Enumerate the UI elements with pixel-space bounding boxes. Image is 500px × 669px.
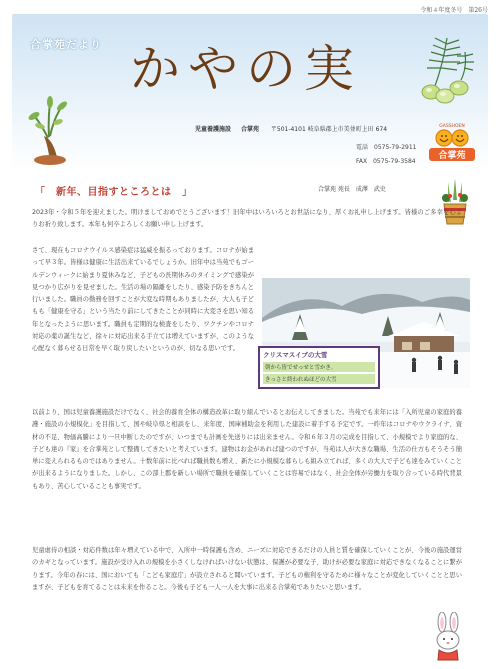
photo-caption-title: クリスマスイブの大雪 [263,351,328,359]
logo-text: 合掌苑 [438,151,466,161]
kaya-nut-branch-illustration [407,34,479,112]
issue-number: 令和４年度冬号 第26号 [420,7,488,14]
paragraph-greeting: 2023年・令和５年を迎えました。明けましておめでとうございます！旧年中はいろいろとお世話になり、厚くお礼申し上げます。皆様のご多幸を心よりお祈り致します。本年も何卒よろしくお願い申し上げます。 [32,209,462,229]
paragraph-covid-text: さて、現在もコロナウイルス感染症は猛威を振るっております。コロナが始まって早３年。皆様は健康に生活出来ているでしょうか。旧年中は当苑でもゴールデンウィークに始まり夏休みなど、子どもの長期休みのタイミングで感染が見つかり広がりを見せました。生活の場の隔離をしたり、感染予防をきちんと行いました。職員の勤務を回すことが大変な時期もありましたが、大人も子どもも「健康を守る」という当たり前にしてきたことが同時に大変さを思い知る年となったように思います。職員も定期的な検査をしたり、ワクチンやコロナ対応の薬の誕生など、徐々に対応出来る手立ては増えていますが、このような心配なく暮らせる日常を早く取り戻したいというのが、切なる思いです。 [32,247,254,353]
gasshoen-logo [424,120,480,164]
paragraph-future: 児童虐待の相談・対応件数は年々増えている中で、入所中一時保護も含め、ニーズに対応できるだけの人員と質を確保していくことが、今後の施設運営のカギとなっています。施設が受け入れの規模を小さくしなければいけない状態は、保護が必要な子、助けが必要な家庭に対応できなくなることに繋がります。今年の春には、国においても「こども家庭庁」が設立されると聞いています。子どもの権利を守るために様々なことが変化していくことと思いますが、子どもを育てることは未来を作ること。今後も子ども一人一人を大事に出来る合掌苑でありたいと思います。 [32,547,462,591]
photo-caption-line-2: きっさと終われぬほどの大雪 [263,374,375,384]
series-name: 合掌苑だより [30,38,102,51]
facility-type: 児童養護施設 [195,126,232,133]
budding-tree-illustration [20,96,84,166]
photo-caption-line-1: 朝から皆でせっせと雪かき。 [263,362,375,372]
masthead [12,14,488,172]
facility-line [195,124,387,133]
facility-address: 〒501-4101 岐阜県郡上市美並町上田 674 [270,126,388,133]
phone-number: 電話 0575-79-2911 [356,144,417,151]
photo-caption-box [258,346,380,389]
article-author: 合掌苑 苑長 成澤 武史 [318,186,386,193]
rabbit-illustration [428,612,468,662]
fax-number: FAX 0575-79-3584 [356,158,416,165]
facility-name: 合掌苑 [240,126,259,133]
newsletter-title: かやの実 [130,40,362,98]
paragraph-facility-plan: 以前より、国は児童養護施設だけでなく、社会的養育全体の構造改革に取り組んでいるとお伝えしてきました。当苑でも来年には「入所児童の家庭的養護・施設の小規模化」を目指して、国や岐阜県と相談をし、来年度、国庫補助金を利用した建設に着手する予定です。一昨年はコロナやウクライナ、資材の不足、物価高騰により一旦中断したのですが、いつまでも計画を先送りには出来ません。令和６年３月の完成を目指して、小規模でより家庭的な、子ども達の『家』を合掌苑として整備してきたいと考えています。建物はお金があれば建つのですが、当苑は人が大きな職場、生活の仕方もそうそう簡単に変えられるものではありません。十数年前に比べれば職員数も増え、新たに小規模な暮らしも組み立てれば、多くの大人で子ども達をみていくことが出来るようになりました。しかし、この部上郡を新しい場所で職員を確保していくことは容易ではなく、社会全体が労働力を取り合っている時代背景もあり、苦心していることも事実です。 [32,409,462,490]
logo-small-text: GASSHOEN [439,124,465,129]
article-headline: 「 新年、目指すところとは 」 [35,187,193,198]
